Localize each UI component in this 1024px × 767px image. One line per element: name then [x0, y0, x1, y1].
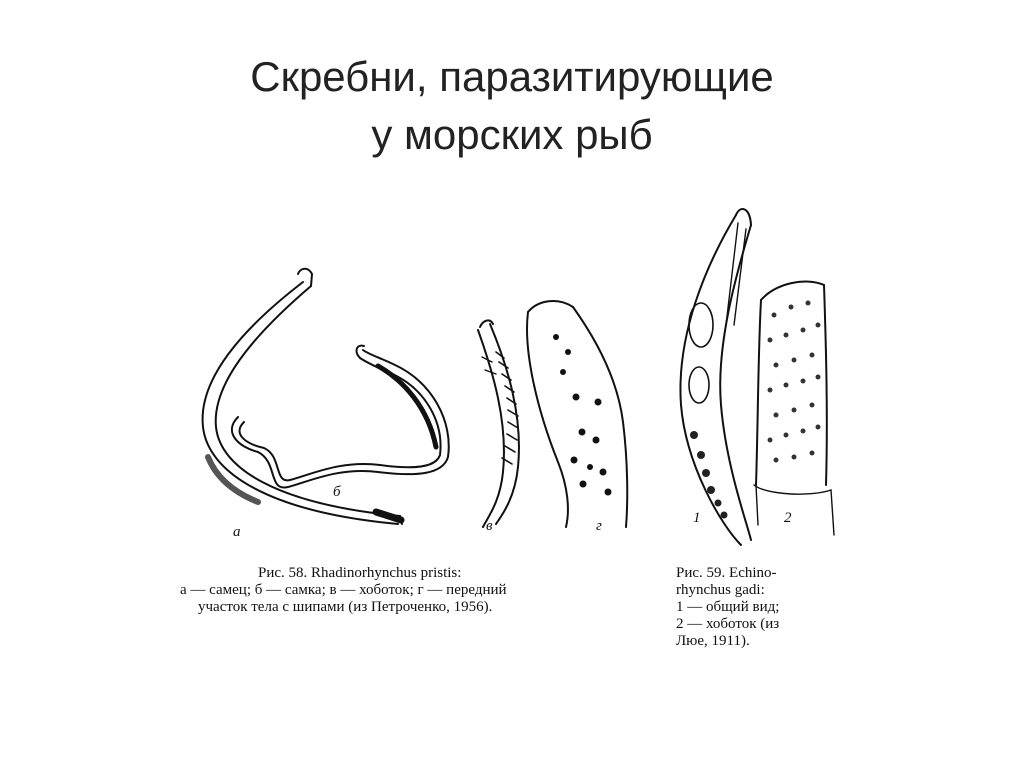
label-1: 1 — [693, 510, 701, 526]
label-2: 2 — [784, 510, 792, 526]
figure-59-caption — [676, 565, 779, 650]
caption-58-line-2: а — самец; б — самка; в — хоботок; г — передний — [180, 582, 507, 598]
male-worm-drawing — [203, 269, 402, 524]
figure-58-drawing — [178, 262, 658, 552]
proboscis-drawing — [478, 320, 519, 527]
whole-worm-drawing — [680, 209, 751, 545]
proboscis-2-drawing — [754, 281, 834, 535]
title-line-1: Скребни, паразитирующие — [250, 53, 774, 100]
figure-59-drawing — [666, 205, 841, 550]
figure-58-caption — [180, 565, 507, 616]
label-v: в — [486, 518, 493, 534]
title-line-2: у морских рыб — [371, 111, 653, 158]
label-b: б — [333, 484, 341, 500]
caption-59-line-4: 2 — хоботок (из — [676, 616, 780, 632]
female-worm-drawing — [232, 346, 449, 488]
slide-title — [0, 48, 1024, 164]
anterior-body-drawing — [527, 301, 627, 527]
caption-58-line-3: участок тела с шипами (из Петроченко, 1956). — [198, 599, 493, 615]
label-g: г — [596, 518, 602, 534]
caption-59-line-2: rhynchus gadi: — [676, 582, 765, 598]
caption-59-line-1: Рис. 59. Echino- — [676, 565, 777, 581]
figure-58-illustration — [178, 262, 658, 552]
caption-58-line-1: Рис. 58. Rhadinorhynchus pristis: — [258, 565, 462, 581]
caption-59-line-5: Люе, 1911). — [676, 633, 750, 649]
figure-59-illustration — [666, 205, 841, 550]
label-a: а — [233, 524, 241, 540]
caption-59-line-3: 1 — общий вид; — [676, 599, 780, 615]
